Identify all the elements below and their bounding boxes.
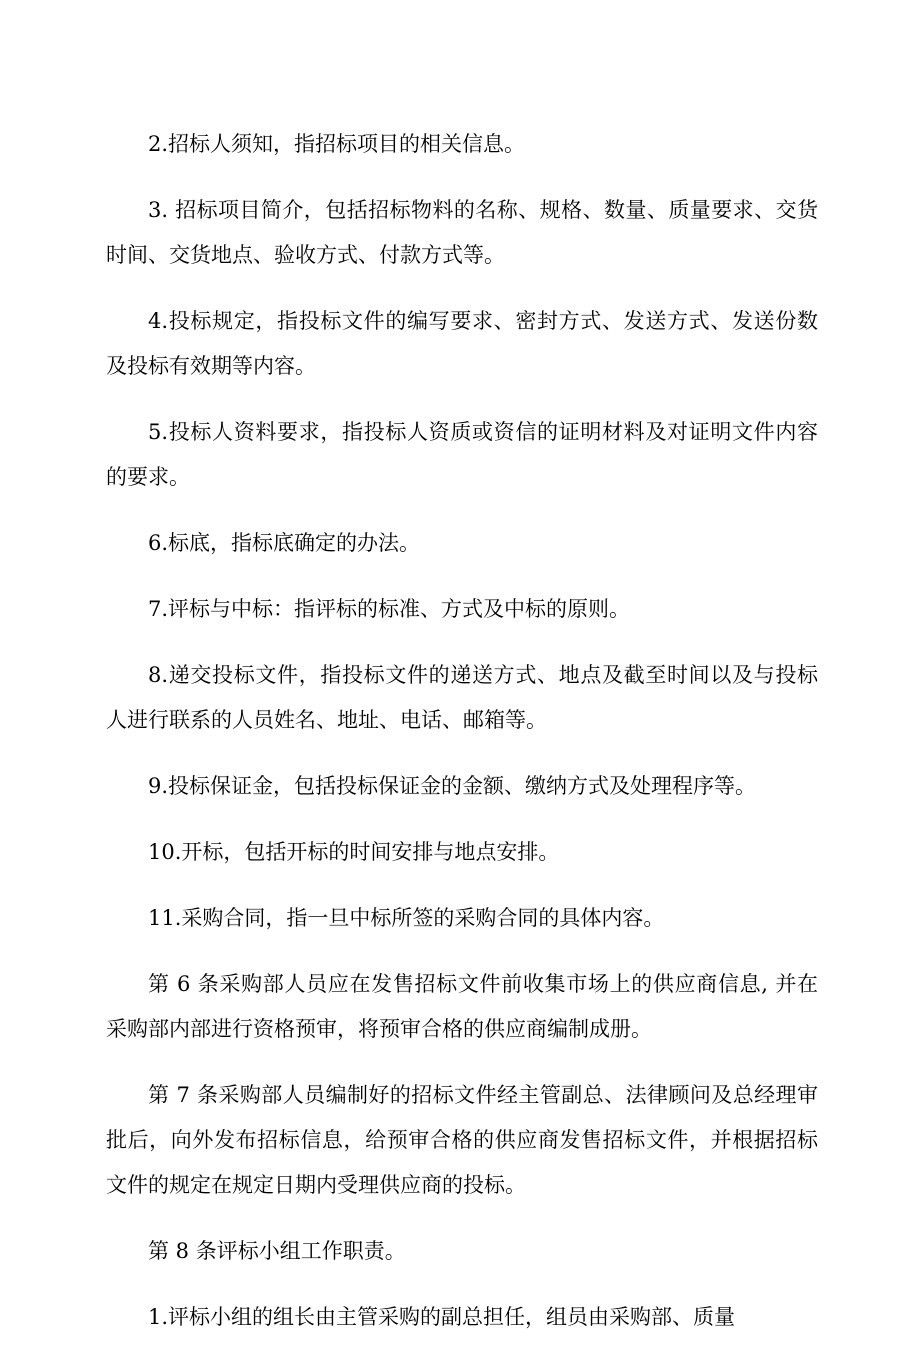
paragraph-bid-rules: 4.投标规定，指投标文件的编写要求、密封方式、发送方式、发送份数及投标有效期等内容。: [106, 309, 818, 378]
paragraph-bidder-materials: 5.投标人资料要求，指投标人资质或资信的证明材料及对证明文件内容的要求。: [106, 420, 818, 489]
paragraph-bid-submission: 8.递交投标文件，指投标文件的递送方式、地点及截至时间以及与投标人进行联系的人员姓名、地址、电话、邮箱等。: [106, 663, 818, 732]
paragraph-bidder-instructions: 2.招标人须知，指招标项目的相关信息。: [148, 132, 526, 156]
paragraph-reserve-price: 6.标底，指标底确定的办法。: [148, 531, 421, 555]
paragraph-evaluation-award: 7.评标与中标：指评标的标准、方式及中标的原则。: [148, 597, 631, 621]
paragraph-bid-bond: 9.投标保证金，包括投标保证金的金额、缴纳方式及处理程序等。: [148, 774, 757, 798]
paragraph-committee-leader: 1.评标小组的组长由主管采购的副总担任，组员由采购部、质量: [148, 1305, 736, 1329]
paragraph-bid-opening: 10.开标，包括开标的时间安排与地点安排。: [148, 840, 560, 864]
paragraph-article-8-heading: 第 8 条评标小组工作职责。: [148, 1239, 406, 1263]
paragraph-project-summary: 3. 招标项目简介，包括招标物料的名称、规格、数量、质量要求、交货时间、交货地点、验收方式、付款方式等。: [106, 198, 818, 267]
document-body: [106, 122, 818, 1361]
paragraph-article-6: 第 6 条采购部人员应在发售招标文件前收集市场上的供应商信息, 并在采购部内部进行资格预审，将预审合格的供应商编制成册。: [106, 972, 818, 1041]
paragraph-purchase-contract: 11.采购合同，指一旦中标所签的采购合同的具体内容。: [148, 906, 665, 930]
paragraph-article-7: 第 7 条采购部人员编制好的招标文件经主管副总、法律顾问及总经理审批后，向外发布招标信息，给预审合格的供应商发售招标文件，并根据招标文件的规定在规定日期内受理供应商的投标。: [106, 1083, 818, 1197]
